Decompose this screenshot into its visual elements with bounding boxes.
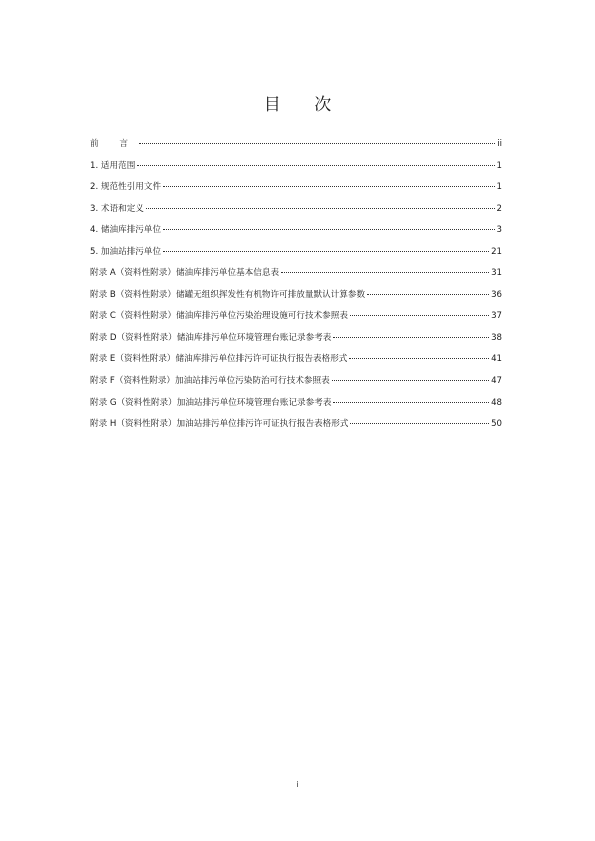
- page-title: 目 次: [263, 95, 346, 115]
- toc-entry-appendix-e[interactable]: [90, 353, 502, 375]
- toc-entry-label: 附录 B（资料性附录）储罐无组织挥发性有机物许可排放量默认计算参数: [90, 289, 366, 300]
- toc-entry-label: 前 言: [90, 139, 137, 149]
- toc-entry-page: ii: [497, 139, 502, 149]
- toc-entry-appendix-g[interactable]: [90, 397, 502, 419]
- toc-entry-page: 38: [491, 332, 502, 343]
- toc-entry-2[interactable]: [90, 181, 502, 203]
- toc-entry-3[interactable]: [90, 203, 502, 225]
- toc-entry-label: 附录 H（资料性附录）加油站排污单位排污许可证执行报告表格形式: [90, 419, 349, 430]
- toc-leader-dots: [137, 164, 494, 166]
- toc-entry-1[interactable]: [90, 160, 502, 182]
- toc-entry-page: 31: [491, 268, 502, 279]
- toc-entry-appendix-b[interactable]: [90, 289, 502, 311]
- toc-entry-page: 1: [496, 160, 502, 171]
- toc-entry-label: 附录 C（资料性附录）储油库排污单位污染治理设施可行技术参照表: [90, 311, 348, 322]
- toc-entry-4[interactable]: [90, 224, 502, 246]
- toc-entry-appendix-f[interactable]: [90, 375, 502, 397]
- toc-entry-5[interactable]: [90, 246, 502, 268]
- toc-leader-dots: [367, 293, 489, 295]
- toc-entry-page: 47: [491, 376, 502, 387]
- toc-entry-label: 5. 加油站排污单位: [90, 246, 162, 257]
- toc-leader-dots: [163, 185, 494, 187]
- toc-entry-label: 2. 规范性引用文件: [90, 182, 162, 193]
- toc-leader-dots: [350, 314, 489, 316]
- toc-entry-label: 附录 F（资料性附录）加油站排污单位污染防治可行技术参照表: [90, 376, 330, 387]
- toc-entry-appendix-c[interactable]: [90, 310, 502, 332]
- toc-leader-dots: [332, 379, 489, 381]
- toc-entry-appendix-h[interactable]: [90, 418, 502, 440]
- toc-entry-label: 附录 E（资料性附录）储油库排污单位排污许可证执行报告表格形式: [90, 354, 348, 365]
- toc-entry-label: 3. 术语和定义: [90, 203, 144, 214]
- toc-entry-appendix-a[interactable]: [90, 267, 502, 289]
- toc-entry-page: 21: [491, 246, 502, 257]
- toc-entry-page: 36: [491, 289, 502, 300]
- toc-entry-label: 附录 A（资料性附录）储油库排污单位基本信息表: [90, 268, 280, 279]
- toc-entry-page: 1: [496, 182, 502, 193]
- table-of-contents: [90, 138, 502, 440]
- toc-entry-appendix-d[interactable]: [90, 332, 502, 354]
- toc-entry-page: 50: [491, 419, 502, 430]
- toc-leader-dots: [350, 422, 489, 424]
- toc-entry-label: 附录 D（资料性附录）储油库排污单位环境管理台账记录参考表: [90, 332, 332, 343]
- toc-leader-dots: [139, 142, 495, 144]
- toc-leader-dots: [333, 401, 489, 403]
- toc-leader-dots: [281, 271, 489, 273]
- toc-leader-dots: [146, 207, 495, 209]
- toc-entry-page: 48: [491, 397, 502, 408]
- toc-leader-dots: [349, 357, 489, 359]
- toc-entry-page: 3: [496, 225, 502, 236]
- toc-entry-foreword[interactable]: [90, 138, 502, 160]
- toc-leader-dots: [333, 336, 489, 338]
- toc-entry-label: 附录 G（资料性附录）加油站排污单位环境管理台账记录参考表: [90, 397, 332, 408]
- toc-entry-page: 41: [491, 354, 502, 365]
- page-number-footer: i: [296, 780, 299, 789]
- toc-entry-page: 37: [491, 311, 502, 322]
- toc-entry-page: 2: [496, 203, 502, 214]
- toc-leader-dots: [163, 250, 489, 252]
- toc-entry-label: 4. 储油库排污单位: [90, 225, 162, 236]
- toc-leader-dots: [163, 228, 494, 230]
- toc-entry-label: 1. 适用范围: [90, 160, 136, 171]
